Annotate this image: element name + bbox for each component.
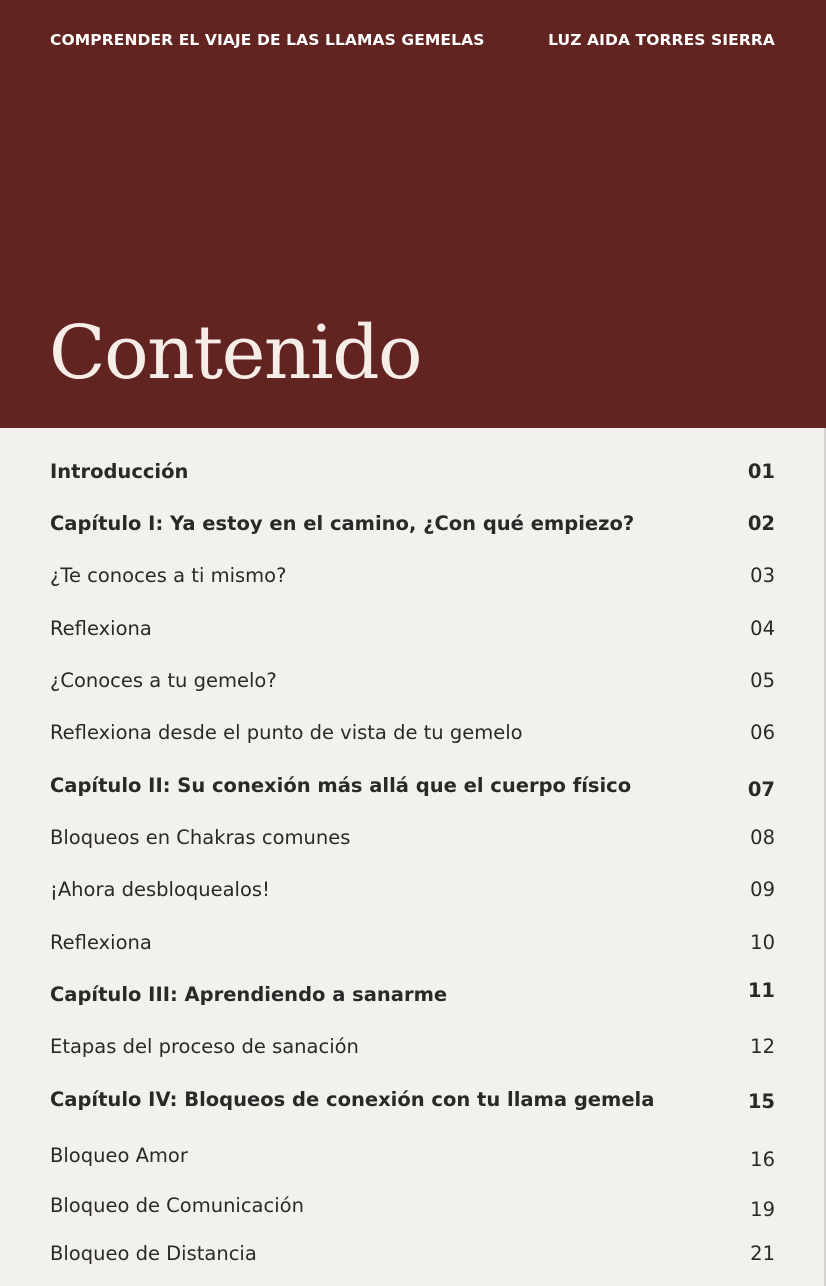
toc-entry[interactable] <box>50 669 775 697</box>
toc-entry[interactable] <box>50 826 775 854</box>
toc-entry-label: Bloqueo Amor <box>50 1144 188 1167</box>
toc-entry-label: Capítulo II: Su conexión más allá que el cuerpo físico <box>50 774 632 797</box>
toc-entry[interactable] <box>50 564 775 592</box>
toc-entry-page: 07 <box>747 778 775 801</box>
toc-entry[interactable] <box>50 1035 775 1063</box>
toc-entry-page: 15 <box>747 1090 775 1113</box>
toc-entry-label: Reflexiona <box>50 617 152 640</box>
toc-entry[interactable] <box>50 1088 775 1116</box>
toc-entry-page: 01 <box>747 460 775 483</box>
toc-entry[interactable] <box>50 878 775 906</box>
toc-entry-page: 02 <box>747 512 775 535</box>
toc-entry-label: Bloqueo de Comunicación <box>50 1194 304 1217</box>
toc-entry-page: 21 <box>750 1242 775 1265</box>
toc-entry[interactable] <box>50 721 775 749</box>
toc-entry-label: Capítulo IV: Bloqueos de conexión con tu llama gemela <box>50 1088 655 1111</box>
page-title: Contenido <box>49 310 422 396</box>
toc-entry-label: ¿Te conoces a ti mismo? <box>50 564 287 587</box>
toc-entry-label: Reflexiona desde el punto de vista de tu gemelo <box>50 721 523 744</box>
toc-entry-label: Reflexiona <box>50 931 152 954</box>
toc-entry-page: 10 <box>750 931 775 954</box>
toc-entry-page: 12 <box>750 1035 775 1058</box>
toc-entry-label: Etapas del proceso de sanación <box>50 1035 359 1058</box>
toc-entry-label: ¿Conoces a tu gemelo? <box>50 669 277 692</box>
toc-entry-page: 09 <box>750 878 775 901</box>
toc-entry[interactable] <box>50 1194 775 1222</box>
toc-entry-label: ¡Ahora desbloquealos! <box>50 878 270 901</box>
toc-entry[interactable] <box>50 1144 775 1172</box>
toc-entry-page: 06 <box>750 721 775 744</box>
toc-entry-page: 05 <box>750 669 775 692</box>
toc-entry-label: Introducción <box>50 460 189 483</box>
toc-entry[interactable] <box>50 1242 775 1270</box>
running-author: LUZ AIDA TORRES SIERRA <box>548 31 775 49</box>
toc-entry-page: 16 <box>750 1148 775 1171</box>
toc-entry-page: 19 <box>750 1198 775 1221</box>
toc-entry-page: 08 <box>750 826 775 849</box>
toc-entry[interactable] <box>50 512 775 540</box>
toc-entry-label: Capítulo I: Ya estoy en el camino, ¿Con qué empiezo? <box>50 512 635 535</box>
toc-entry-page: 03 <box>750 564 775 587</box>
toc-entry[interactable] <box>50 460 775 488</box>
toc-entry[interactable] <box>50 617 775 645</box>
toc-entry-label: Bloqueos en Chakras comunes <box>50 826 351 849</box>
toc-entry[interactable] <box>50 979 775 1011</box>
toc-entry-page: 04 <box>750 617 775 640</box>
toc-entry[interactable] <box>50 774 775 802</box>
toc-entry-page: 11 <box>747 979 775 1002</box>
toc-entry-label: Bloqueo de Distancia <box>50 1242 257 1265</box>
toc-entry[interactable] <box>50 931 775 959</box>
toc-entry-label: Capítulo III: Aprendiendo a sanarme <box>50 983 448 1006</box>
running-title: COMPRENDER EL VIAJE DE LAS LLAMAS GEMELAS <box>50 31 485 49</box>
